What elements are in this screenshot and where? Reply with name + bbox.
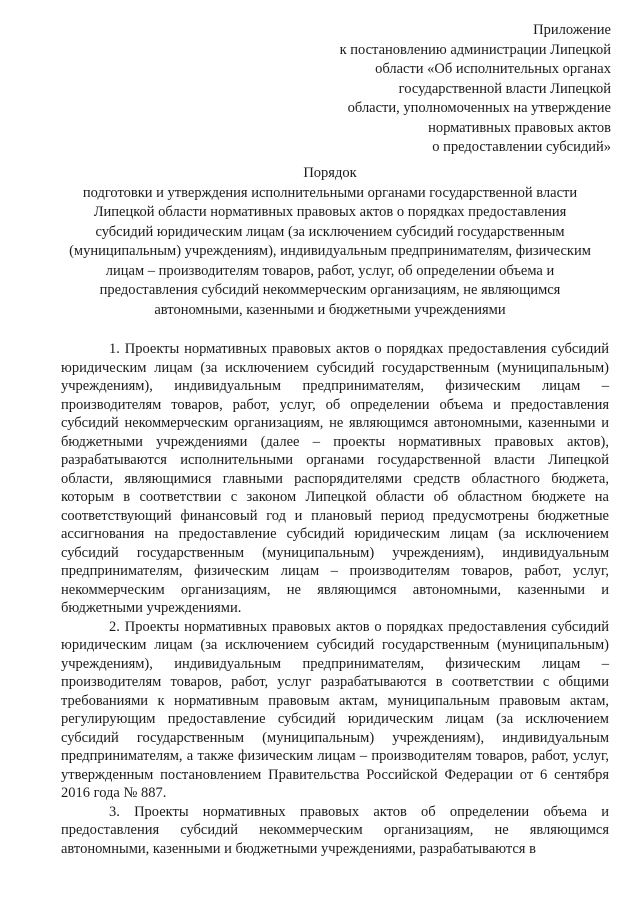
title-line: субсидий юридическим лицам (за исключением субсидий государственным bbox=[95, 223, 565, 240]
paragraph-2: 2. Проекты нормативных правовых актов о порядках предоставления субсидий юридическим лицам (за исключением субсидий государственным (муниципальным) учреждениям), индивидуальным предпринимателям, физическим лицам – производителям товаров, работ, услуг разрабатываются в соответствии с общими требованиями к нормативным правовым актам, муниципальным правовым актам, регулирующим предоставление субсидий юридическим лицам (за исключением субсидий государственным (муниципальным) учреждениям), индивидуальным предпринимателям, а также физическим лицам – производителям товаров, работ, услуг, утвержденным постановлением Правительства Российской Федерации от 6 сентября 2016 года № 887. bbox=[61, 618, 609, 801]
title-line: предоставления субсидий некоммерческим организациям, не являющимся bbox=[99, 282, 561, 298]
paragraph-3: 3. Проекты нормативных правовых актов об определении объема и предоставления субсидий некоммерческим организациям, не являющимся автономными, казенными и бюджетными учреждениями, разрабатываются в bbox=[61, 803, 609, 857]
document-body bbox=[61, 340, 609, 858]
title-heading: Порядок bbox=[303, 165, 357, 181]
appendix-line: Приложение bbox=[533, 22, 611, 38]
title-line: подготовки и утверждения исполнительными органами государственной власти bbox=[82, 184, 578, 201]
appendix-line: области, уполномоченных на утверждение bbox=[347, 100, 611, 116]
title-line: автономными, казенными и бюджетными учреждениями bbox=[154, 301, 506, 318]
title-line: Липецкой области нормативных правовых актов о порядках предоставления bbox=[93, 204, 567, 220]
document-title bbox=[60, 164, 600, 320]
appendix-header bbox=[251, 21, 611, 158]
appendix-line: нормативных правовых актов bbox=[428, 119, 611, 136]
appendix-line: к постановлению администрации Липецкой bbox=[339, 41, 611, 58]
appendix-line: государственной власти Липецкой bbox=[398, 80, 611, 97]
title-line: (муниципальным) учреждениям), индивидуальным предпринимателям, физическим bbox=[69, 243, 591, 259]
appendix-line: о предоставлении субсидий» bbox=[432, 139, 611, 155]
title-line: лицам – производителям товаров, работ, услуг, об определении объема и bbox=[105, 262, 555, 279]
paragraph-1: 1. Проекты нормативных правовых актов о порядках предоставления субсидий юридическим лицам (за исключением субсидий государственным (муниципальным) учреждениям), индивидуальным предпринимателям, физическим лицам – производителям товаров, работ, услуг, об определении объема и предоставления субсидий некоммерческим организациям, не являющимся автономными, казенными и бюджетными учреждениями (далее – проекты нормативных правовых актов), разрабатываются исполнительными органами государственной власти Липецкой области, являющимися главными распорядителями средств областного бюджета, которым в соответствии с законом Липецкой области об областном бюджете на соответствующий финансовый год и плановый период предусмотрены бюджетные ассигнования на предоставление субсидий юридическим лицам (за исключением субсидий государственным (муниципальным) учреждениям), индивидуальным предпринимателям, физическим лицам – производителям товаров, работ, услуг, некоммерческим организациям, не являющимся автономными, казенными и бюджетными учреждениями. bbox=[61, 341, 609, 616]
appendix-line: области «Об исполнительных органах bbox=[375, 61, 611, 77]
